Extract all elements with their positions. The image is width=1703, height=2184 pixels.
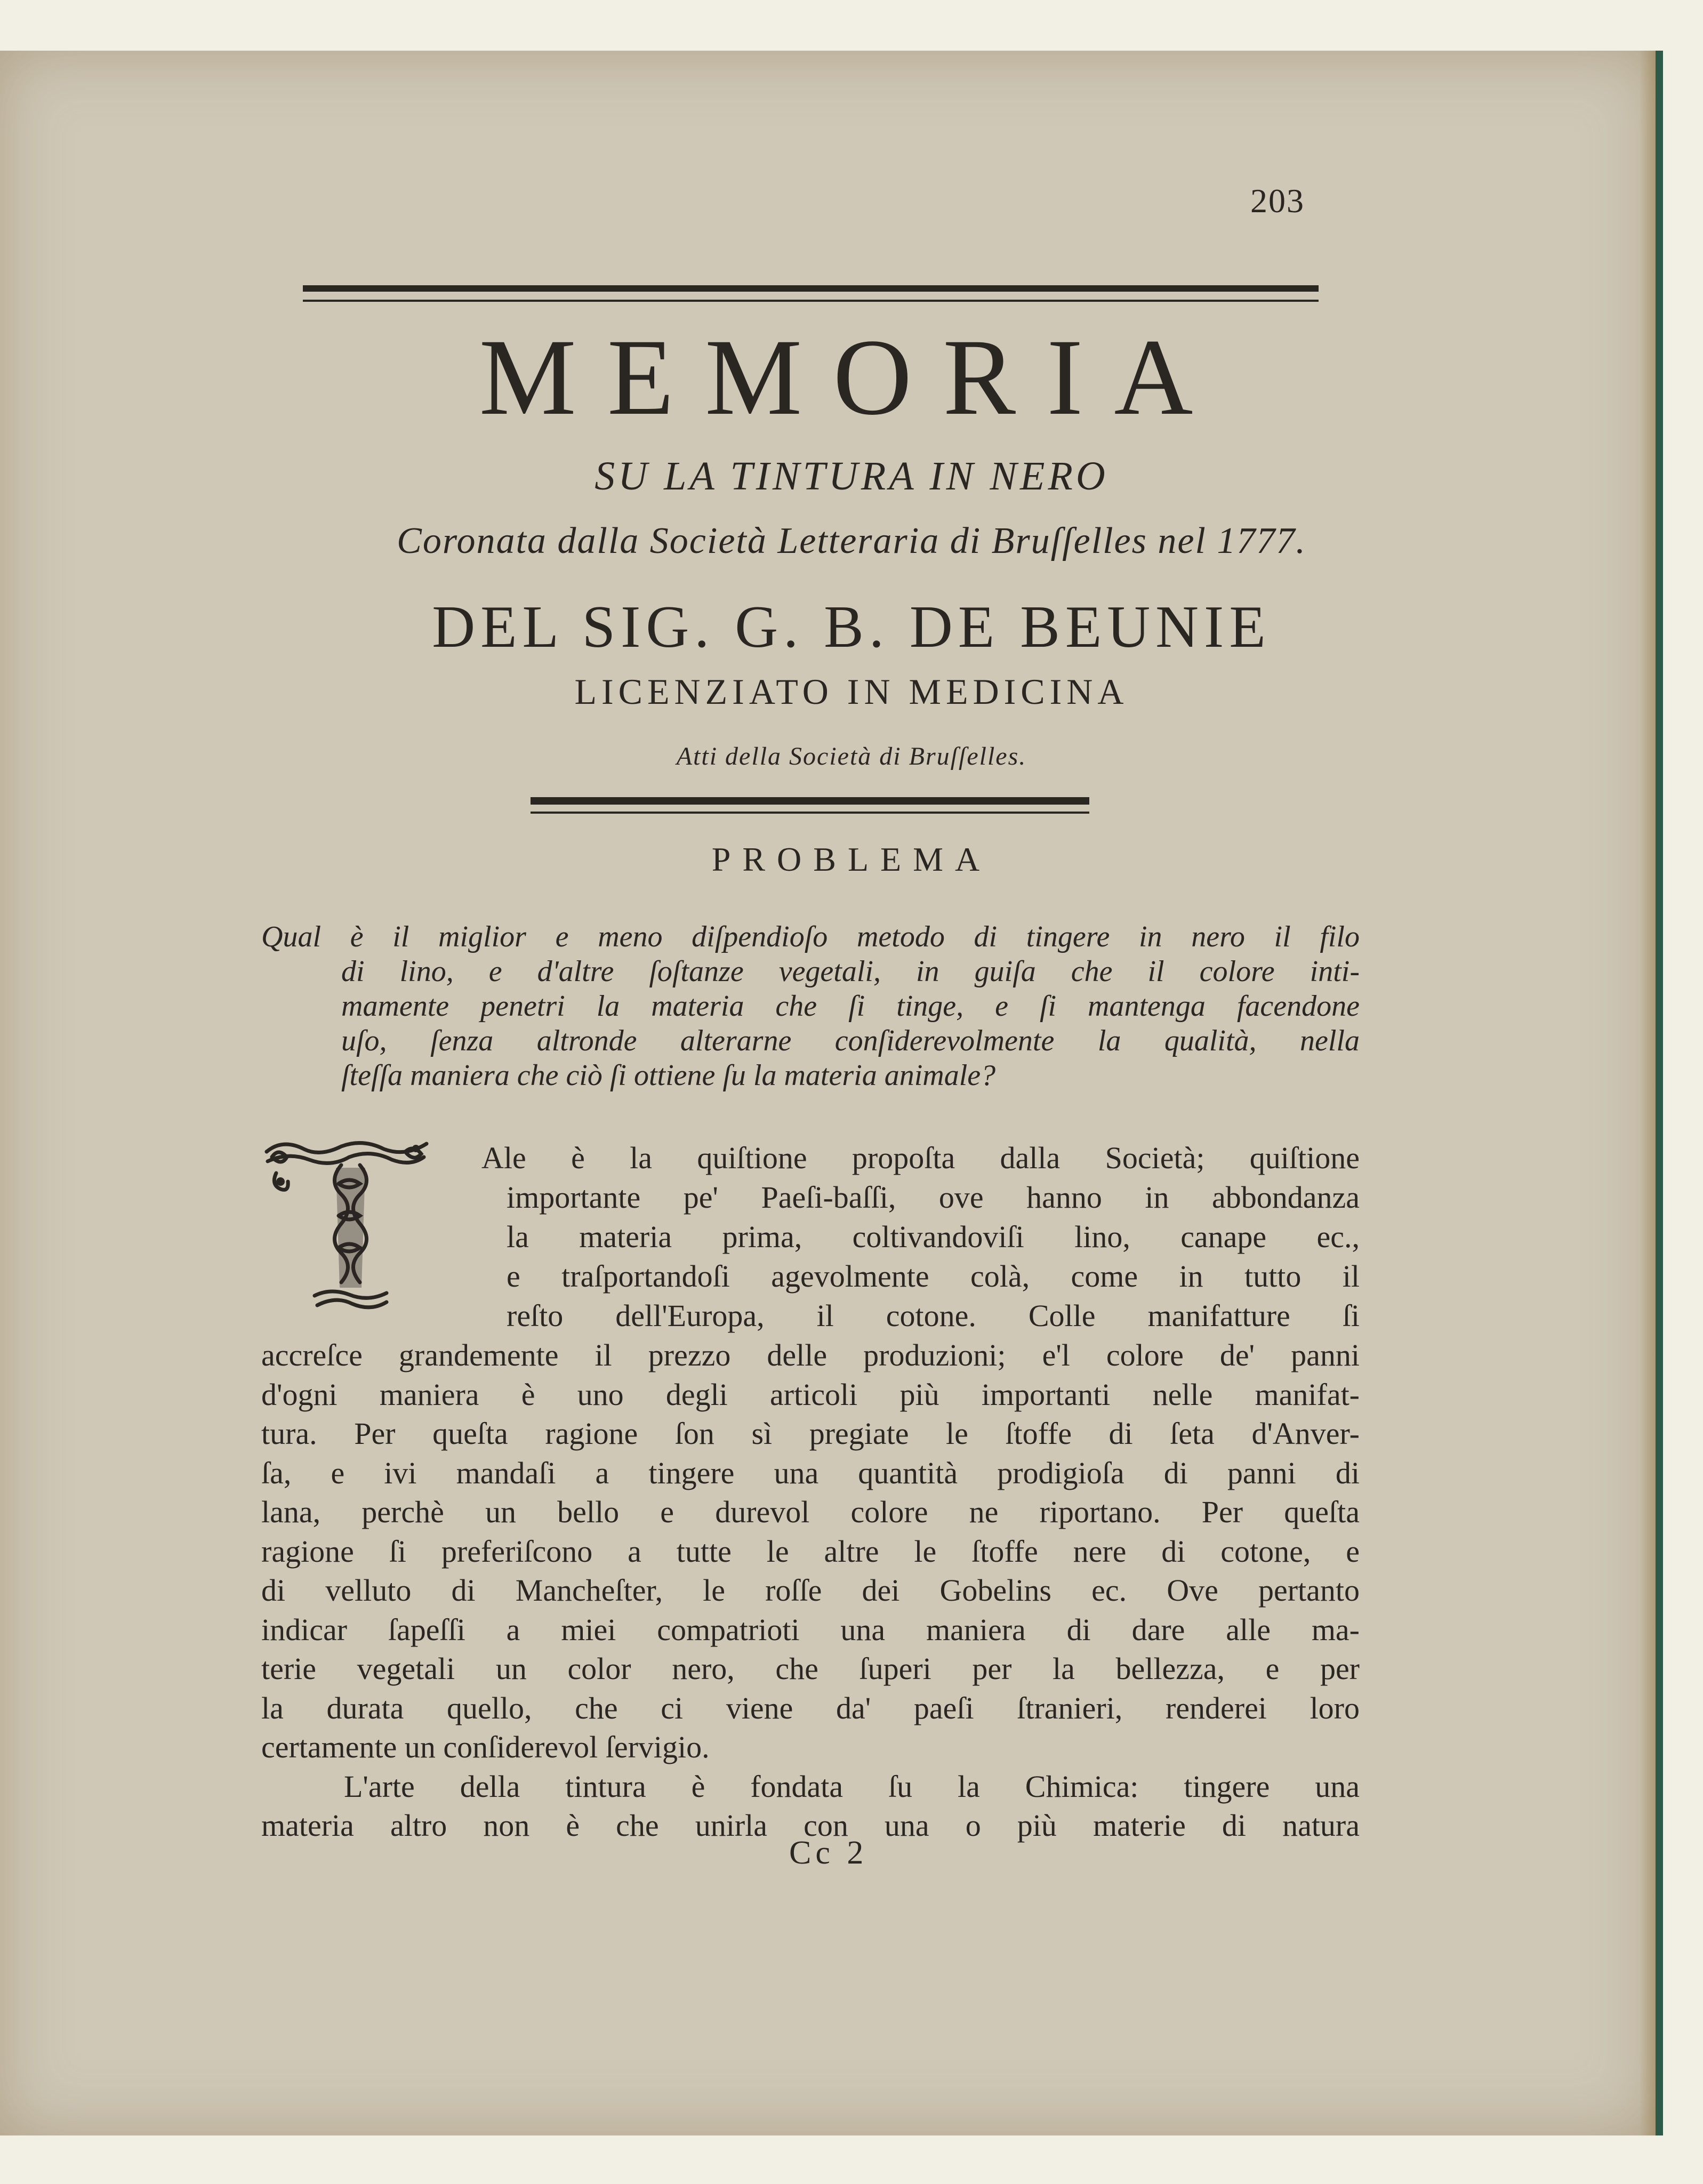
wrapped-line: la materia prima, coltivandoviſi lino, canape ec., (507, 1219, 1360, 1254)
top-rule-thin (303, 300, 1319, 302)
body-line: terie vegetali un color nero, che ſuperi per la bellezza, e per (261, 1651, 1360, 1686)
ornamental-dropcap (261, 1136, 432, 1312)
author-line: DEL SIG. G. B. DE BEUNIE (432, 594, 1271, 660)
dropcap-ornament-icon (261, 1136, 432, 1312)
problem-line: Qual è il miglior e meno diſpendioſo metodo di tingere in nero il filo (261, 920, 1360, 953)
subtitle: SU LA TINTURA IN NERO (595, 454, 1108, 499)
problem-line: mamente penetri la materia che ſi tinge, e ſi mantenga facendone (341, 990, 1360, 1023)
body-line: ragione ſi preferiſcono a tutte le altre le ſtoffe nere di cotone, e (261, 1533, 1360, 1569)
memoir-title: MEMORIA (479, 317, 1224, 438)
wrapped-line: importante pe' Paeſi-baſſi, ove hanno in abbondanza (507, 1180, 1360, 1215)
middle-rule-thick (531, 797, 1089, 805)
source-line: Atti della Società di Bruſſelles. (676, 742, 1027, 770)
body-line: accreſce grandemente il prezzo delle produzioni; e'l colore de' panni (261, 1338, 1360, 1372)
section-heading: PROBLEMA (711, 840, 992, 878)
body-line: L'arte della tintura è fondata ſu la Chimica: tingere una (344, 1769, 1360, 1804)
wrapped-line: reſto dell'Europa, il cotone. Colle manifatture ſi (507, 1298, 1360, 1333)
wrapped-line: e traſportandoſi agevolmente colà, come in tutto il (507, 1259, 1360, 1294)
body-line: la durata quello, che ci viene da' paeſi ſtranieri, renderei loro (261, 1690, 1360, 1725)
problem-line: di lino, e d'altre ſoſtanze vegetali, in guiſa che il colore inti- (341, 955, 1360, 988)
signature-mark: Cc 2 (789, 1835, 868, 1871)
page-number: 203 (1250, 182, 1305, 220)
body-line: ſa, e ivi mandaſi a tingere una quantità prodigioſa di panni di (261, 1455, 1360, 1490)
body-line: materia altro non è che unirla con una o più materie di natura (261, 1808, 1360, 1843)
degree-line: LICENZIATO IN MEDICINA (574, 671, 1129, 712)
wrapped-line: Ale è la quiſtione propoſta dalla Società; quiſtione (481, 1141, 1360, 1175)
body-line: certamente un conſiderevol ſervigio. (261, 1730, 710, 1764)
body-line: indicar ſapeſſi a miei compatrioti una maniera di dare alle ma- (261, 1612, 1360, 1647)
body-paragraph (261, 1336, 1360, 1845)
body-line: lana, perchè un bello e durevol colore ne riportano. Per queſta (261, 1495, 1360, 1529)
middle-rule-thin (531, 812, 1089, 814)
problem-statement (261, 920, 1360, 1093)
problem-line: ſteſſa maniera che ciò ſi ottiene ſu la materia animale? (341, 1059, 996, 1092)
top-rule-thick (303, 285, 1319, 292)
problem-line: uſo, ſenza altronde alterarne conſiderevolmente la qualità, nella (341, 1024, 1360, 1057)
crowned-line: Coronata dalla Società Letteraria di Bruſſelles nel 1777. (397, 520, 1306, 561)
body-line: tura. Per queſta ragione ſon sì pregiate le ſtoffe di ſeta d'Anver- (261, 1416, 1360, 1451)
body-line: di velluto di Mancheſter, le roſſe dei Gobelins ec. Ove pertanto (261, 1573, 1360, 1608)
body-line: d'ogni maniera è uno degli articoli più importanti nelle manifat- (261, 1377, 1360, 1412)
